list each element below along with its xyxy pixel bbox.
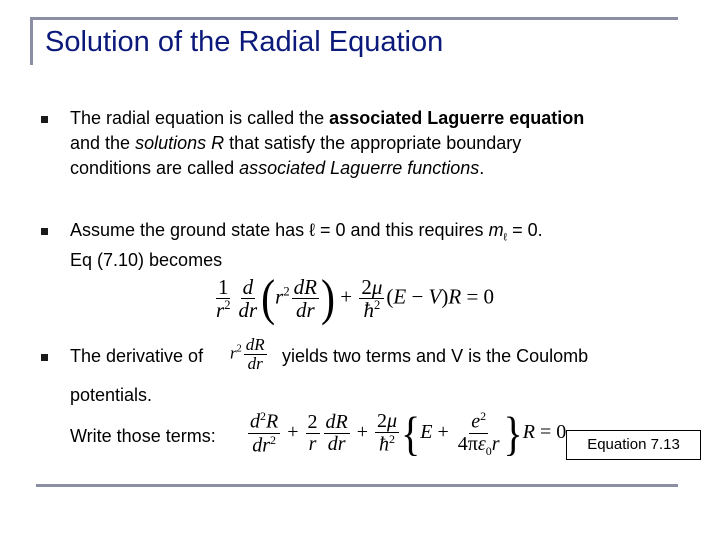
equation-label-box: Equation 7.13 bbox=[566, 430, 701, 460]
equation-7-13: $\frac{d^2R}{dr^2}$ + $\frac{2}{r}$ $\frac{dR}{dr}$ + $\frac{2\mu}{ħ^2}$ {E + $\frac{e^2}{4\pi\varepsilon_0r}$ }R = 0 bbox=[250, 406, 567, 461]
bullet-marker-3 bbox=[41, 354, 48, 361]
variable-m: m bbox=[488, 220, 504, 240]
bullet-1-line-2 bbox=[70, 131, 521, 156]
bullet-1-text: and the bbox=[70, 133, 136, 153]
inline-derivative-r2-dR-dr: $r^2$ $\frac{dR}{dr}$ bbox=[230, 335, 265, 373]
bullet-marker-2 bbox=[41, 228, 48, 235]
write-terms-label: Write those terms: bbox=[70, 426, 216, 446]
title-frame-left-rule bbox=[30, 17, 33, 65]
bullet-1-text: conditions are called bbox=[70, 158, 240, 178]
bullet-1-text: The radial equation is called the bbox=[70, 108, 330, 128]
radial-equation-ground-state: $\frac{1}{r^2}$ $\frac{d}{dr}$ ($r^2$ $\frac{dR}{dr}$ ) + $\frac{2\mu}{ħ^2}$ (E − V)R = 0 bbox=[216, 270, 495, 327]
bullet-1-line-3 bbox=[70, 156, 484, 181]
title-frame-top-rule bbox=[30, 17, 678, 20]
term-associated-laguerre-functions: associated Laguerre functions bbox=[239, 158, 480, 178]
bullet-2-text: = 0. bbox=[507, 220, 543, 240]
subscript-ell: ℓ bbox=[503, 231, 508, 244]
slide-title: Solution of the Radial Equation bbox=[45, 26, 444, 58]
bullet-1-line-1 bbox=[70, 106, 584, 131]
term-solutions-r: solutions R bbox=[135, 133, 225, 153]
bullet-3-line-1-pre: The derivative of bbox=[70, 346, 204, 366]
bullet-2-line-2: Eq (7.10) becomes bbox=[70, 250, 223, 270]
bullet-1-text: that satisfy the appropriate boundary bbox=[224, 133, 522, 153]
bullet-2-line-1 bbox=[70, 218, 543, 251]
bullet-marker-1 bbox=[41, 116, 48, 123]
bottom-rule bbox=[36, 484, 678, 487]
term-associated-laguerre-equation: associated Laguerre equation bbox=[329, 108, 585, 128]
bullet-2-text: Assume the ground state has ℓ = 0 and this requires bbox=[70, 220, 489, 240]
bullet-3-line-2: potentials. bbox=[70, 385, 153, 405]
bullet-3-line-1-post: yields two terms and V is the Coulomb bbox=[282, 346, 589, 366]
bullet-1-text: . bbox=[479, 158, 485, 178]
